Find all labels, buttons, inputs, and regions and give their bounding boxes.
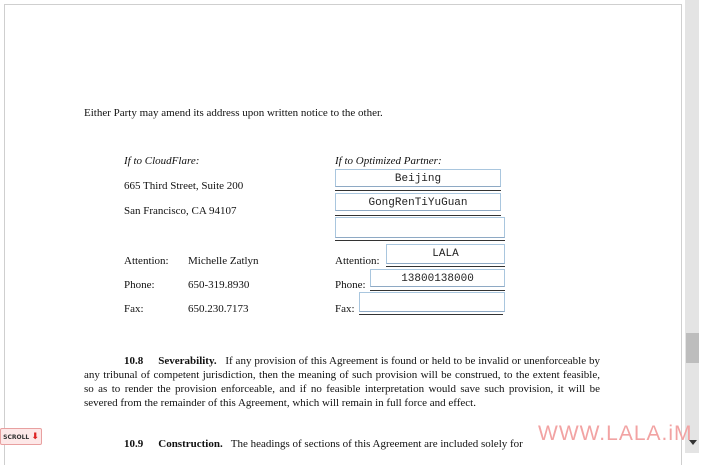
- section-10-8-number: 10.8: [124, 355, 144, 367]
- document-page: [4, 4, 682, 465]
- section-10-9-number: 10.9: [124, 438, 144, 450]
- scrollbar-track[interactable]: [685, 0, 699, 453]
- partner-address-underline-2: [335, 215, 501, 216]
- cloudflare-address-line1: 665 Third Street, Suite 200: [124, 180, 244, 192]
- partner-attention-underline: [386, 266, 505, 267]
- section-10-9-body: The headings of sections of this Agreement are included solely for: [230, 438, 523, 450]
- partner-fax-field[interactable]: [359, 292, 505, 312]
- vertical-scrollbar[interactable]: [685, 0, 715, 453]
- scroll-badge[interactable]: [0, 428, 42, 445]
- section-10-9-title: Construction.: [158, 438, 223, 450]
- partner-address-underline-1: [335, 190, 501, 191]
- cloudflare-address-line2: San Francisco, CA 94107: [124, 205, 237, 217]
- cloudflare-attention-value: Michelle Zatlyn: [188, 255, 259, 267]
- partner-heading: If to Optimized Partner:: [335, 155, 442, 167]
- partner-fax-label: Fax:: [335, 303, 355, 315]
- partner-address-underline-3: [335, 240, 505, 241]
- scroll-badge-label: SCROLL: [3, 434, 30, 441]
- cloudflare-attention-label: Attention:: [124, 255, 169, 267]
- arrow-down-icon: ⬇: [31, 432, 39, 442]
- section-10-8: [84, 354, 600, 410]
- partner-address-line2-field[interactable]: GongRenTiYuGuan: [335, 193, 501, 211]
- partner-fax-underline: [359, 314, 503, 315]
- partner-address-line1-field[interactable]: Beijing: [335, 169, 501, 187]
- partner-attention-label: Attention:: [335, 255, 380, 267]
- section-10-8-title: Severability.: [158, 355, 217, 367]
- partner-phone-label: Phone:: [335, 279, 366, 291]
- intro-text: Either Party may amend its address upon written notice to the other.: [84, 107, 383, 119]
- cloudflare-heading: If to CloudFlare:: [124, 155, 200, 167]
- scrollbar-thumb[interactable]: [686, 333, 699, 363]
- partner-phone-underline: [370, 290, 505, 291]
- cloudflare-phone-value: 650-319.8930: [188, 279, 250, 291]
- section-10-9: [84, 437, 600, 451]
- partner-address-line3-field[interactable]: [335, 217, 505, 238]
- watermark: WWW.LALA.iM: [538, 422, 693, 445]
- partner-attention-field[interactable]: LALA: [386, 244, 505, 264]
- cloudflare-fax-value: 650.230.7173: [188, 303, 249, 315]
- cloudflare-fax-label: Fax:: [124, 303, 144, 315]
- section-10-8-body: If any provision of this Agreement is found or held to be invalid or unenforceable by any tribunal of competent jurisdiction, then the meaning of such provision will be construed, to the extent feasible, so as to render the provision enforceable, and if no feasible interpretation would save such provision, it will be severed from the remainder of this Agreement, which will remain in full force and effect.: [84, 355, 600, 409]
- cloudflare-phone-label: Phone:: [124, 279, 155, 291]
- partner-phone-field[interactable]: 13800138000: [370, 269, 505, 287]
